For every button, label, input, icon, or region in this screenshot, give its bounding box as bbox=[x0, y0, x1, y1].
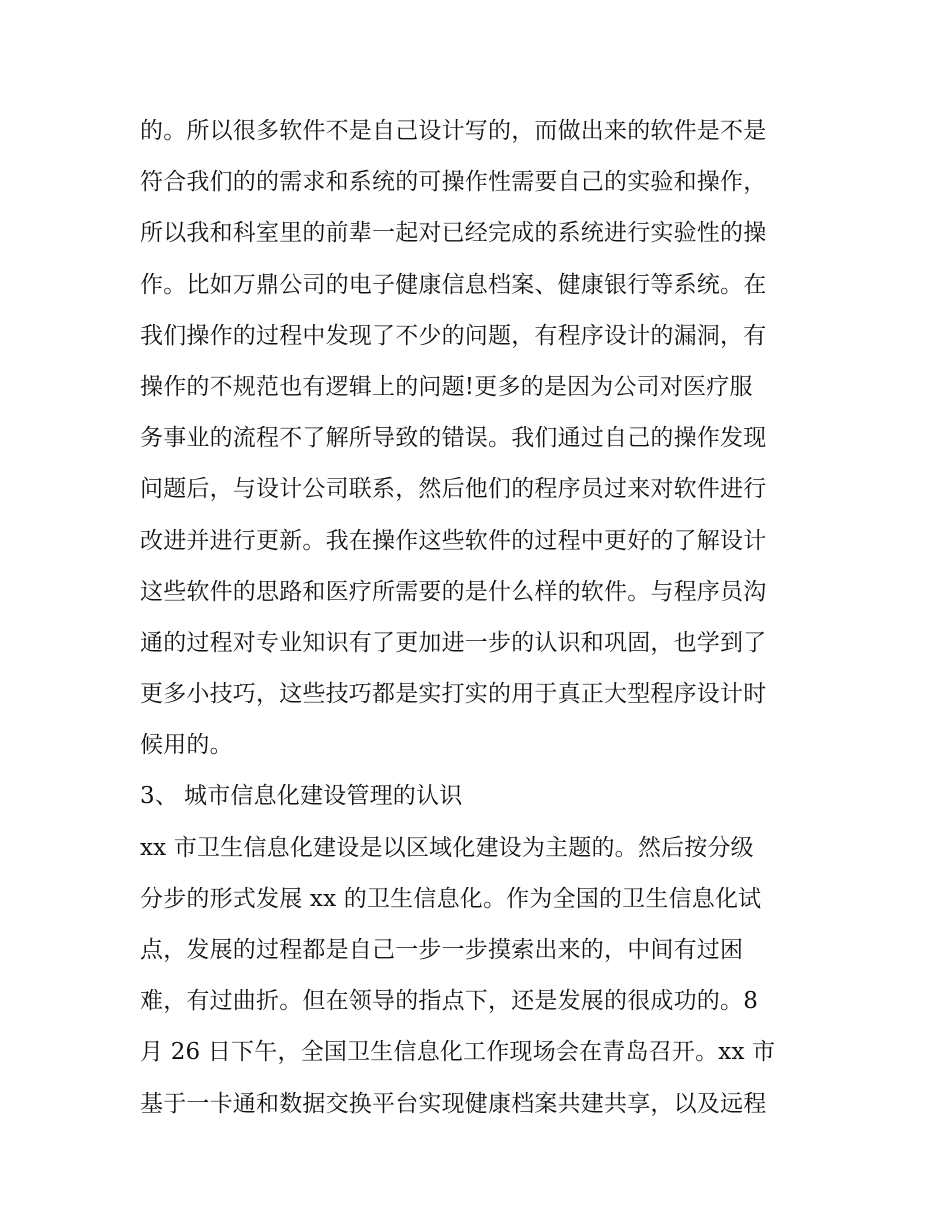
paragraph-line: 更多小技巧，这些技巧都是实打实的用于真正大型程序设计时 bbox=[140, 681, 767, 708]
section-title: 城市信息化建设管理的认识 bbox=[184, 783, 463, 810]
body-text bbox=[140, 106, 820, 1130]
paragraph-line: 作。比如万鼎公司的电子健康信息档案、健康银行等系统。在 bbox=[140, 271, 767, 298]
paragraph-line: 候用的。 bbox=[140, 732, 233, 759]
paragraph-line: 这些软件的思路和医疗所需要的是什么样的软件。与程序员沟 bbox=[140, 578, 767, 605]
paragraph-line: 通的过程对专业知识有了更加进一步的认识和巩固，也学到了 bbox=[140, 629, 767, 656]
paragraph-line: 基于一卡通和数据交换平台实现健康档案共建共享，以及远程 bbox=[140, 1090, 767, 1117]
section-number: 3、 bbox=[140, 783, 179, 810]
paragraph-line: 操作的不规范也有逻辑上的问题!更多的是因为公司对医疗服 bbox=[140, 373, 753, 400]
paragraph-line: xx 市卫生信息化建设是以区域化建设为主题的。然后按分级 bbox=[140, 834, 754, 861]
paragraph-line: 问题后，与设计公司联系，然后他们的程序员过来对软件进行 bbox=[140, 476, 767, 503]
paragraph-line: 务事业的流程不了解所导致的错误。我们通过自己的操作发现 bbox=[140, 425, 767, 452]
paragraph-line: 所以我和科室里的前辈一起对已经完成的系统进行实验性的操 bbox=[140, 220, 767, 247]
section-heading bbox=[140, 771, 820, 822]
paragraph-line: 改进并进行更新。我在操作这些软件的过程中更好的了解设计 bbox=[140, 527, 767, 554]
paragraph-line: 的。所以很多软件不是自己设计写的，而做出来的软件是不是 bbox=[140, 118, 767, 144]
paragraph-line: 月 26 日下午，全国卫生信息化工作现场会在青岛召开。xx 市 bbox=[140, 1039, 776, 1066]
paragraph-line: 我们操作的过程中发现了不少的问题，有程序设计的漏洞，有 bbox=[140, 322, 767, 349]
paragraph-line: 点，发展的过程都是自己一步一步摸索出来的，中间有过困 bbox=[140, 937, 744, 963]
paragraph-line: 分步的形式发展 xx 的卫生信息化。作为全国的卫生信息化试 bbox=[140, 885, 762, 912]
paragraph-line: 难，有过曲折。但在领导的指点下，还是发展的很成功的。8 bbox=[140, 988, 759, 1015]
paragraph-line: 符合我们的的需求和系统的可操作性需要自己的实验和操作， bbox=[140, 169, 767, 196]
